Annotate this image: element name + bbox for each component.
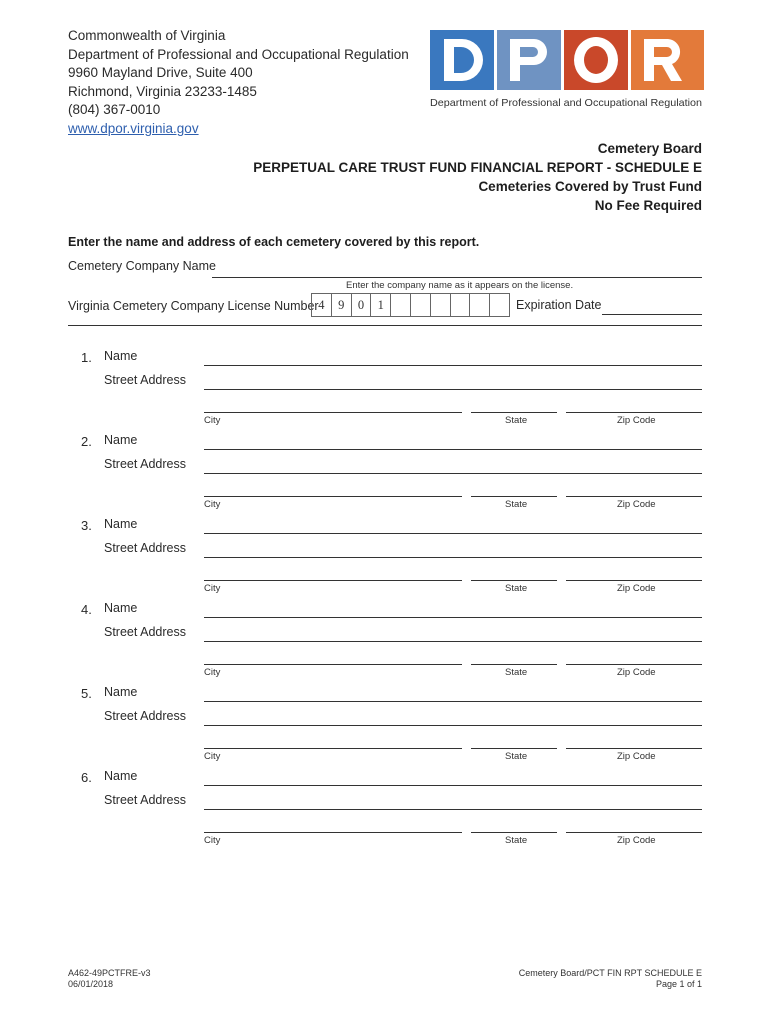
license-digit-box[interactable] (391, 294, 411, 316)
city-field[interactable] (204, 664, 462, 665)
logo-tagline: Department of Professional and Occupational Regulation (430, 97, 703, 109)
license-digit-box[interactable]: 0 (352, 294, 372, 316)
report-subtitle: Cemeteries Covered by Trust Fund (478, 179, 702, 194)
street-address-field[interactable] (204, 389, 702, 390)
website-link[interactable]: www.dpor.virginia.gov (68, 120, 199, 136)
zip-code-field[interactable] (566, 496, 702, 497)
license-digit-box[interactable] (470, 294, 490, 316)
street-address-field[interactable] (204, 557, 702, 558)
entry-number: 4. (81, 602, 92, 617)
state-field[interactable] (471, 748, 557, 749)
fee-note: No Fee Required (594, 198, 702, 213)
street-address-label: Street Address (104, 541, 186, 555)
state-field[interactable] (471, 412, 557, 413)
expiration-date-field[interactable] (602, 314, 702, 315)
city-field[interactable] (204, 580, 462, 581)
license-digit-box[interactable]: 4 (312, 294, 332, 316)
street-address-label: Street Address (104, 793, 186, 807)
instruction-text: Enter the name and address of each cemetery covered by this report. (68, 235, 480, 249)
name-label: Name (104, 601, 138, 615)
agency-address-block (68, 27, 409, 139)
zip-code-field[interactable] (566, 748, 702, 749)
section-divider (68, 325, 702, 326)
city-label: City (204, 835, 221, 846)
entry-number: 3. (81, 518, 92, 533)
entry-number: 2. (81, 434, 92, 449)
company-name-label: Cemetery Company Name (68, 259, 216, 273)
footer-document-info (519, 968, 702, 990)
name-label: Name (104, 517, 138, 531)
form-code: A462-49PCTFRE-v3 (68, 968, 151, 978)
zip-code-label: Zip Code (617, 751, 656, 762)
zip-code-label: Zip Code (617, 835, 656, 846)
phone-number: (804) 367-0010 (68, 102, 161, 118)
city-field[interactable] (204, 412, 462, 413)
license-digit-box[interactable] (490, 294, 509, 316)
license-digit-box[interactable] (451, 294, 471, 316)
street-address-field[interactable] (204, 725, 702, 726)
company-name-field[interactable] (212, 277, 702, 278)
state-field[interactable] (471, 832, 557, 833)
license-digit-box[interactable]: 9 (332, 294, 352, 316)
name-field[interactable] (204, 785, 702, 786)
entry-number: 1. (81, 350, 92, 365)
name-field[interactable] (204, 533, 702, 534)
company-name-hint: Enter the company name as it appears on the license. (346, 280, 574, 291)
name-field[interactable] (204, 617, 702, 618)
zip-code-field[interactable] (566, 664, 702, 665)
state-label: State (505, 751, 528, 762)
report-title-block (253, 139, 702, 215)
address-line: 9960 Mayland Drive, Suite 400 (68, 65, 253, 81)
city-label: City (204, 667, 221, 678)
entry-number: 6. (81, 770, 92, 785)
zip-code-label: Zip Code (617, 499, 656, 510)
license-number-label: Virginia Cemetery Company License Number (68, 299, 319, 313)
name-field[interactable] (204, 701, 702, 702)
board-name: Cemetery Board (597, 141, 702, 156)
zip-code-field[interactable] (566, 832, 702, 833)
zip-code-label: Zip Code (617, 415, 656, 426)
city-field[interactable] (204, 832, 462, 833)
address-line: Department of Professional and Occupational Regulation (68, 46, 409, 62)
state-label: State (505, 499, 528, 510)
address-line: Commonwealth of Virginia (68, 28, 226, 43)
zip-code-label: Zip Code (617, 667, 656, 678)
name-label: Name (104, 433, 138, 447)
street-address-label: Street Address (104, 625, 186, 639)
city-field[interactable] (204, 496, 462, 497)
name-label: Name (104, 685, 138, 699)
state-field[interactable] (471, 664, 557, 665)
name-label: Name (104, 769, 138, 783)
document-title: Cemetery Board/PCT FIN RPT SCHEDULE E (518, 968, 702, 978)
street-address-field[interactable] (204, 809, 702, 810)
street-address-label: Street Address (104, 457, 186, 471)
state-label: State (505, 835, 528, 846)
zip-code-field[interactable] (566, 412, 702, 413)
street-address-field[interactable] (204, 641, 702, 642)
city-label: City (204, 583, 221, 594)
state-label: State (505, 415, 528, 426)
state-label: State (505, 667, 528, 678)
name-field[interactable] (204, 449, 702, 450)
footer-form-info (68, 968, 151, 990)
street-address-field[interactable] (204, 473, 702, 474)
name-field[interactable] (204, 365, 702, 366)
dpor-logo (430, 30, 704, 112)
zip-code-field[interactable] (566, 580, 702, 581)
page-number: Page 1 of 1 (655, 979, 702, 989)
street-address-label: Street Address (104, 709, 186, 723)
city-label: City (204, 415, 221, 426)
state-field[interactable] (471, 580, 557, 581)
city-label: City (204, 751, 221, 762)
license-number-field[interactable] (311, 293, 510, 317)
license-digit-box[interactable] (411, 294, 431, 316)
license-digit-box[interactable] (431, 294, 451, 316)
state-label: State (505, 583, 528, 594)
name-label: Name (104, 349, 138, 363)
entry-number: 5. (81, 686, 92, 701)
form-date: 06/01/2018 (68, 979, 114, 989)
street-address-label: Street Address (104, 373, 186, 387)
address-line: Richmond, Virginia 23233-1485 (68, 83, 257, 99)
city-label: City (204, 499, 221, 510)
expiration-date-label: Expiration Date (516, 298, 602, 312)
license-digit-box[interactable]: 1 (371, 294, 391, 316)
zip-code-label: Zip Code (617, 583, 656, 594)
report-title: PERPETUAL CARE TRUST FUND FINANCIAL REPORT - SCHEDULE E (253, 160, 702, 175)
state-field[interactable] (471, 496, 557, 497)
city-field[interactable] (204, 748, 462, 749)
